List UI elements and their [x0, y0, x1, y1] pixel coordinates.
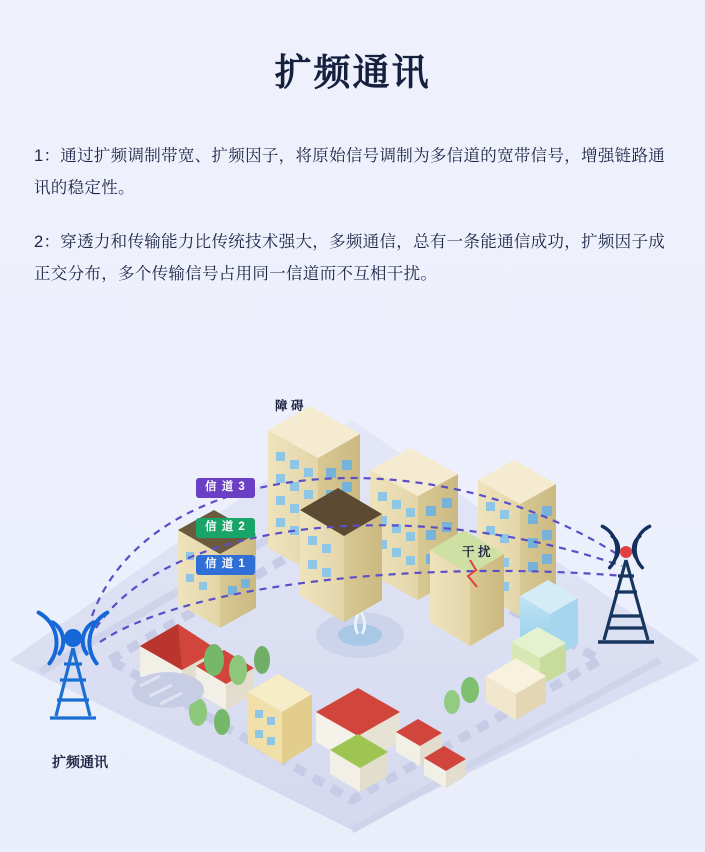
page-title: 扩频通讯 [274, 52, 431, 93]
channel-label-3: 信 道 3 [196, 478, 255, 498]
interference-label: 干 扰 [462, 545, 491, 559]
city-diagram [0, 360, 705, 852]
paragraph-2: 2：穿透力和传输能力比传统技术强大，多频通信，总有一条能通信成功，扩频因子成正交分布，多个传输信号占用同一信道而不互相干扰。 [34, 233, 666, 283]
left-plaza [132, 672, 204, 708]
diagram-caption: 扩频通讯 [52, 754, 108, 770]
city-illustration [0, 360, 705, 852]
fountain-basin [338, 624, 382, 646]
tower-right-beacon [620, 546, 632, 558]
channel-label-2: 信 道 2 [196, 518, 255, 538]
tower-left-beacon [64, 629, 82, 647]
channel-label-1: 信 道 1 [196, 555, 255, 575]
description-block [0, 140, 705, 290]
building-center-left [300, 488, 382, 622]
paragraph-1: 1：通过扩频调制带宽、扩频因子，将原始信号调制为多信道的宽带信号，增强链路通讯的稳定性。 [34, 147, 666, 197]
obstacle-label: 障 碍 [275, 399, 304, 413]
